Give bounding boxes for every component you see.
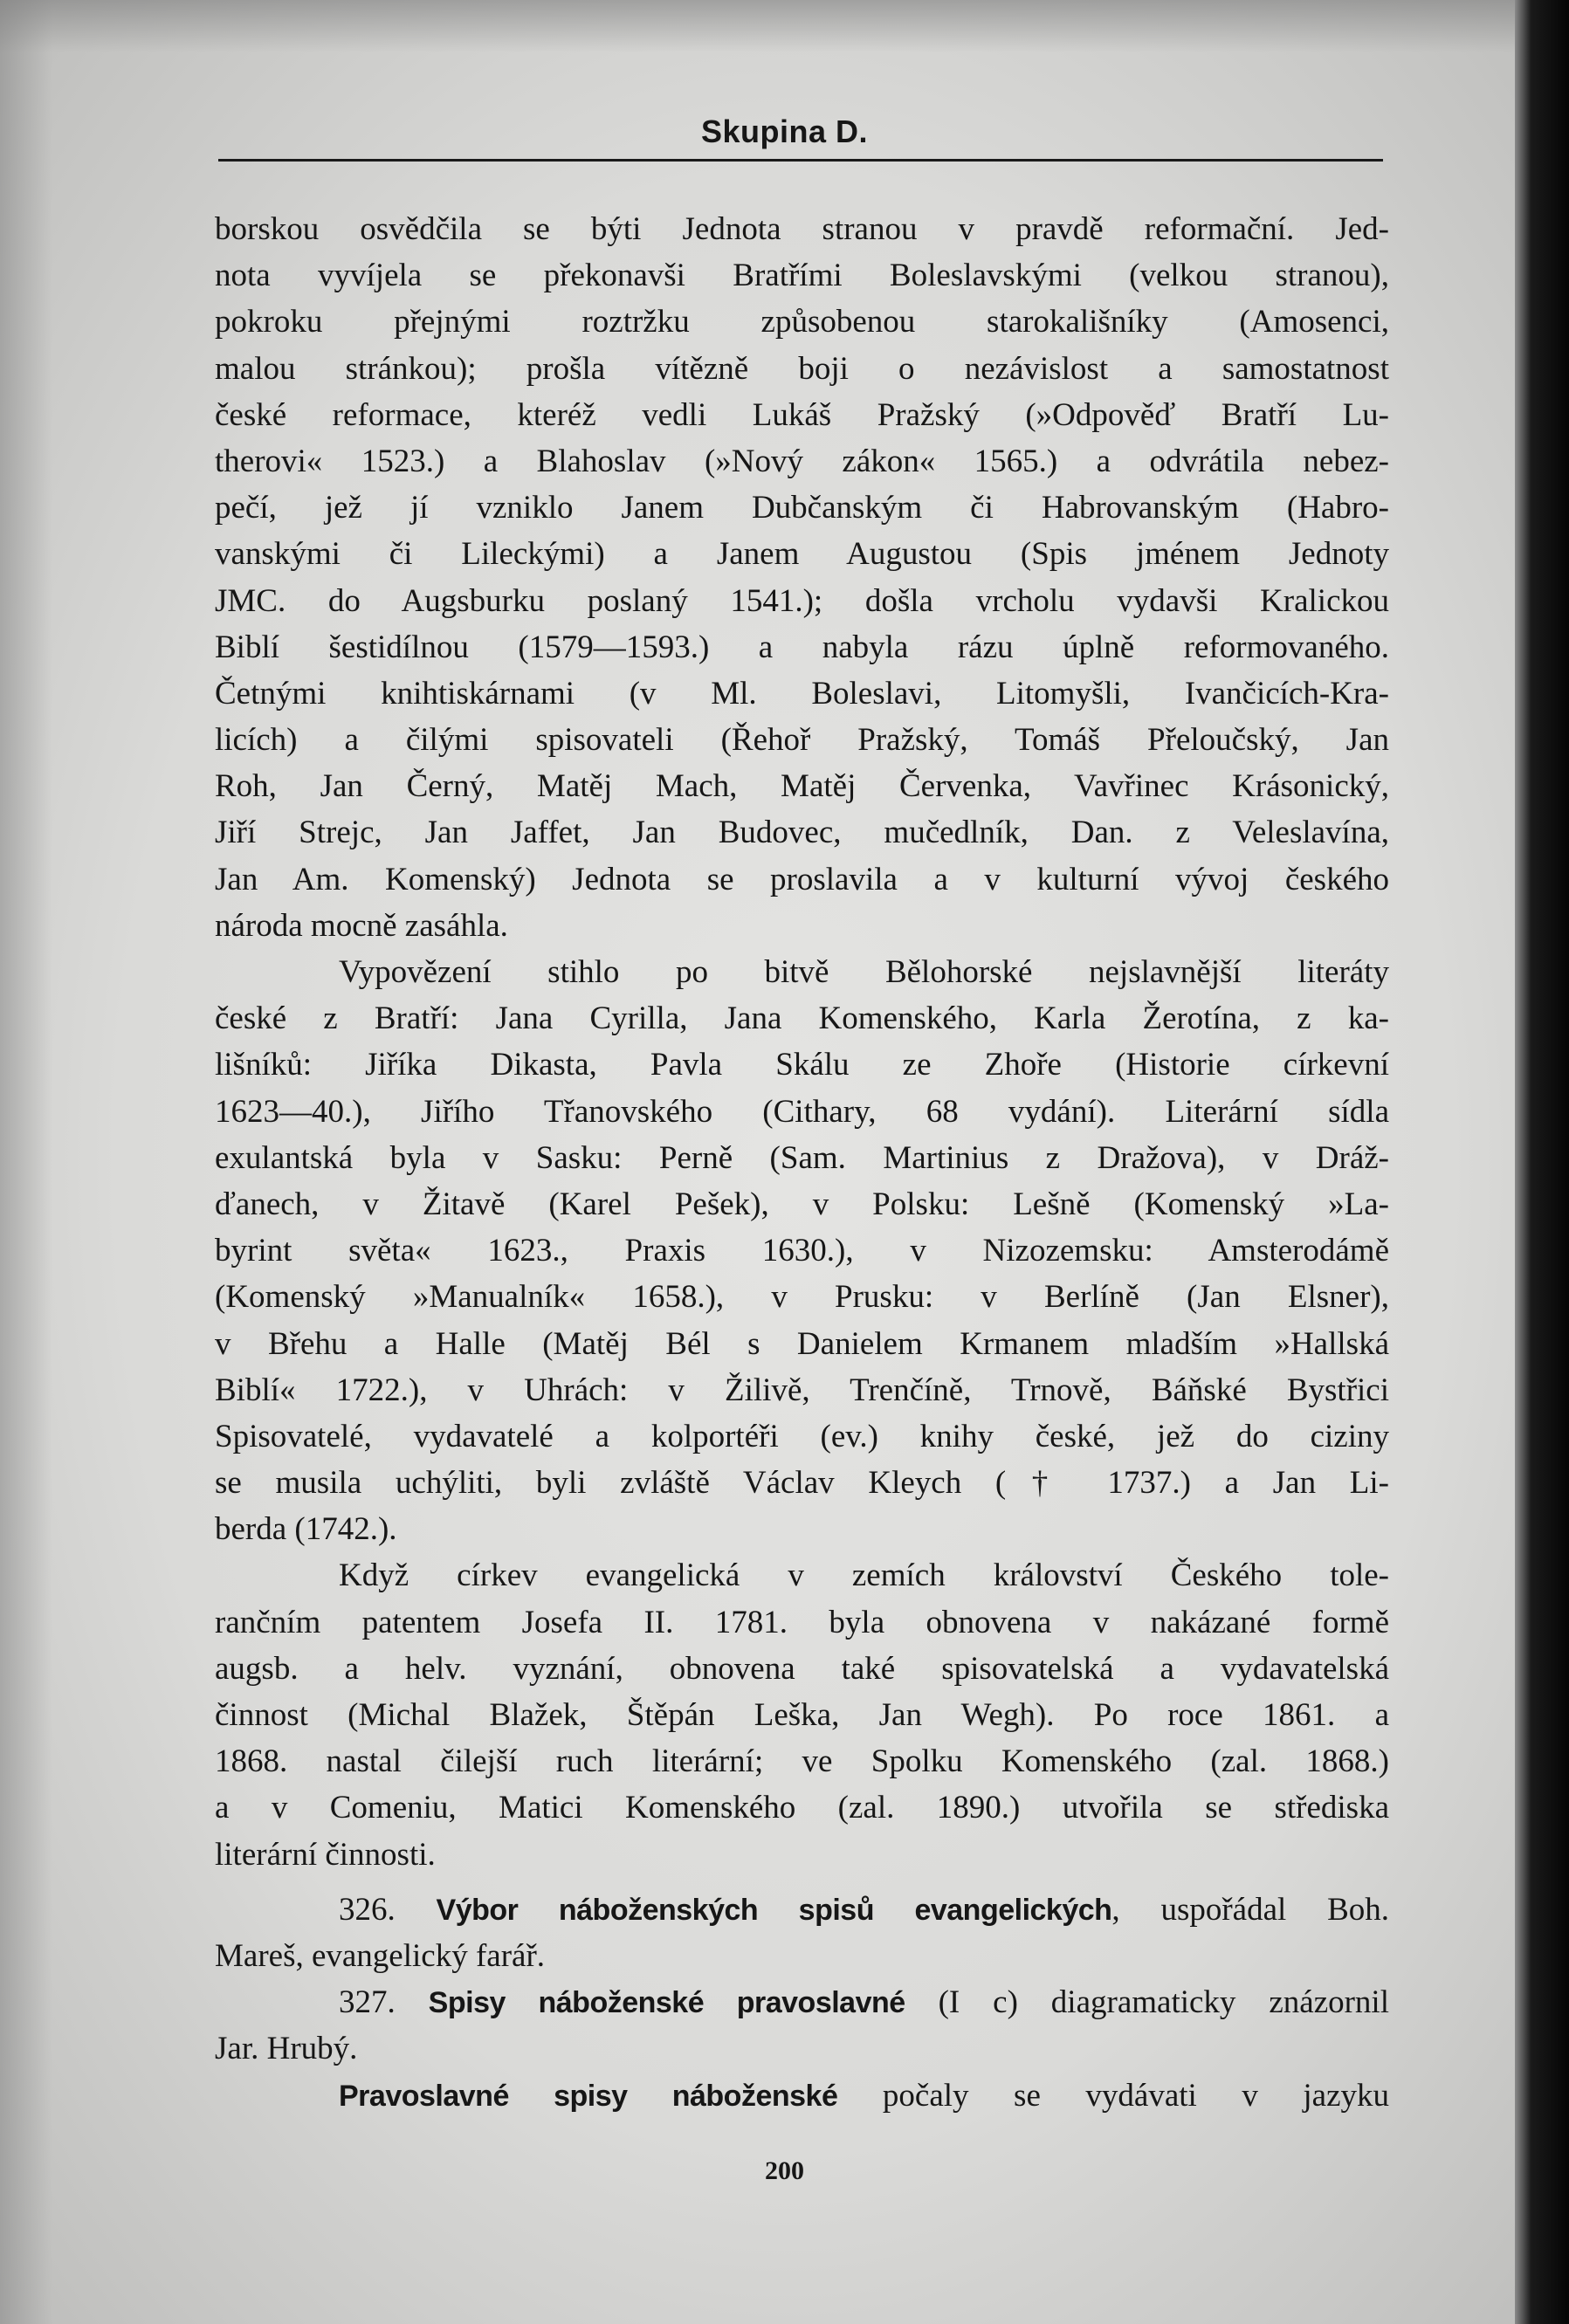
text-line: therovi« 1523.) a Blahoslav (»Nový zákon« 1565.) a odvrátila nebez- bbox=[215, 443, 1389, 479]
page-body bbox=[215, 206, 1389, 2119]
text-line bbox=[215, 1979, 1389, 2025]
text-line: berda (1742.). bbox=[215, 1511, 397, 1548]
page-number: 200 bbox=[765, 2156, 804, 2185]
paragraph bbox=[215, 1552, 1389, 1877]
text-line bbox=[215, 1887, 1389, 1933]
bold-title: Výbor náboženských spisů evangelických bbox=[436, 1893, 1112, 1927]
text-line: pečí, jež jí vzniklo Janem Dubčanským či Habrovanským (Habro- bbox=[215, 490, 1389, 526]
paragraph bbox=[215, 206, 1389, 949]
text-line: Jan Am. Komenský) Jednota se proslavila a v kulturní vývoj českého bbox=[215, 861, 1389, 897]
text-segment: , uspořádal Boh. bbox=[1111, 1891, 1390, 1928]
paragraph bbox=[215, 2073, 1389, 2119]
scan-shadow-top bbox=[0, 0, 1569, 52]
scan-shadow-left bbox=[0, 0, 52, 2324]
text-line: 1623—40.), Jiřího Třanovského (Cithary, 68 vydání). Literární sídla bbox=[215, 1093, 1389, 1130]
text-line: Vypovězení stihlo po bitvě Bělohorské nejslavnější literáty bbox=[339, 954, 1389, 990]
text-line: Když církev evangelická v zemích království Českého tole- bbox=[339, 1557, 1389, 1594]
text-line: činnost (Michal Blažek, Štěpán Leška, Jan Wegh). Po roce 1861. a bbox=[215, 1697, 1389, 1733]
text-line: se musila uchýliti, byli zvláště Václav Kleych († 1737.) a Jan Li- bbox=[215, 1465, 1389, 1502]
running-header: Skupina D. bbox=[700, 113, 869, 149]
bold-title: Spisy náboženské pravoslavné bbox=[428, 1986, 905, 2020]
text-segment: počaly se vydávati v jazyku bbox=[837, 2077, 1389, 2114]
text-line: v Břehu a Halle (Matěj Bél s Danielem Krmanem mladším »Hallská bbox=[215, 1325, 1389, 1362]
text-line: 1868. nastal čilejší ruch literární; ve Spolku Komenského (zal. 1868.) bbox=[215, 1743, 1389, 1780]
text-line: české reformace, kteréž vedli Lukáš Pražský (»Odpověď Bratří Lu- bbox=[215, 396, 1389, 433]
text-line bbox=[215, 2073, 1389, 2119]
text-line: Roh, Jan Černý, Matěj Mach, Matěj Červenka, Vavřinec Krásonický, bbox=[215, 768, 1389, 805]
text-line: exulantská byla v Sasku: Perně (Sam. Martinius z Dražova), v Dráž- bbox=[215, 1139, 1389, 1176]
text-line: Mareš, evangelický farář. bbox=[215, 1937, 546, 1974]
text-segment: 327. bbox=[339, 1984, 429, 2021]
text-line: pokroku přejnými roztržku způsobenou starokališníky (Amosenci, bbox=[215, 304, 1389, 340]
text-line: licích) a čilými spisovateli (Řehoř Pražský, Tomáš Přeloučský, Jan bbox=[215, 722, 1389, 759]
text-line: rančním patentem Josefa II. 1781. byla obnovena v nakázané formě bbox=[215, 1604, 1389, 1640]
text-line: Jar. Hrubý. bbox=[215, 2031, 358, 2067]
paragraph-gap bbox=[215, 1878, 1389, 1887]
text-line: Biblí šestidílnou (1579—1593.) a nabyla rázu úplně reformovaného. bbox=[215, 629, 1389, 665]
text-line: národa mocně zasáhla. bbox=[215, 907, 508, 944]
text-line: Biblí« 1722.), v Uhrách: v Žilivě, Trenčíně, Trnově, Báňské Bystřici bbox=[215, 1372, 1389, 1408]
text-line: literární činnosti. bbox=[215, 1836, 436, 1873]
text-line: vanskými či Lileckými) a Janem Augustou (Spis jménem Jednoty bbox=[215, 536, 1389, 573]
text-line: malou stránkou); prošla vítězně boji o nezávislost a samostatnost bbox=[215, 350, 1389, 387]
text-line: borskou osvědčila se býti Jednota stranou v pravdě reformační. Jed- bbox=[215, 211, 1389, 247]
text-line: Jiří Strejc, Jan Jaffet, Jan Budovec, mučedlník, Dan. z Veleslavína, bbox=[215, 815, 1389, 851]
paragraph bbox=[215, 1979, 1389, 2072]
text-line: a v Comeniu, Matici Komenského (zal. 1890.) utvořila se střediska bbox=[215, 1790, 1389, 1826]
text-line: české z Bratří: Jana Cyrilla, Jana Komenského, Karla Žerotína, z ka- bbox=[215, 1000, 1389, 1037]
paragraph bbox=[215, 1878, 1389, 1979]
text-line: byrint světa« 1623., Praxis 1630.), v Nizozemsku: Amsterodámě bbox=[215, 1233, 1389, 1269]
paragraph bbox=[215, 949, 1389, 1552]
text-line: Četnými knihtiskárnami (v Ml. Boleslavi, Litomyšli, Ivančicích-Kra- bbox=[215, 675, 1389, 712]
text-line: nota vyvíjela se překonavši Bratřími Boleslavskými (velkou stranou), bbox=[215, 258, 1389, 294]
scan-dark-edge bbox=[1515, 0, 1569, 2324]
text-line: lišníků: Jiříka Dikasta, Pavla Skálu ze Zhoře (Historie církevní bbox=[215, 1047, 1389, 1083]
bold-title: Pravoslavné spisy náboženské bbox=[339, 2079, 838, 2113]
text-line: ďanech, v Žitavě (Karel Pešek), v Polsku: Lešně (Komenský »La- bbox=[215, 1186, 1389, 1222]
text-line: JMC. do Augsburku poslaný 1541.); došla vrcholu vydavši Kralickou bbox=[215, 582, 1389, 619]
text-line: Spisovatelé, vydavatelé a kolportéři (ev.) knihy české, jež do ciziny bbox=[215, 1418, 1389, 1454]
text-line: augsb. a helv. vyznání, obnovena také spisovatelská a vydavatelská bbox=[215, 1650, 1389, 1687]
text-segment: (I c) diagramaticky znázornil bbox=[905, 1984, 1389, 2021]
text-line: (Komenský »Manualník« 1658.), v Prusku: v Berlíně (Jan Elsner), bbox=[215, 1279, 1389, 1316]
header-rule bbox=[218, 159, 1383, 162]
text-segment: 326. bbox=[339, 1891, 437, 1928]
